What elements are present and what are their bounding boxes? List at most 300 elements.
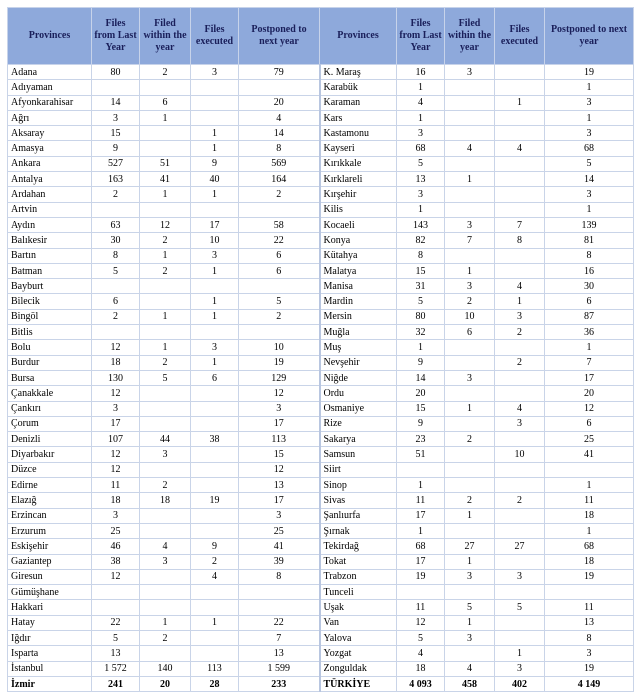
right-filed-within-cell: 5: [445, 600, 495, 615]
left-postponed-cell: [239, 600, 320, 615]
right-files-executed-cell: [495, 523, 545, 538]
right-province-cell: Sinop: [320, 478, 397, 493]
left-province-cell: Diyarbakır: [8, 447, 92, 462]
header-filed-within: Filed within the year: [140, 8, 191, 65]
header-files-last-year-2: Files from Last Year: [397, 8, 445, 65]
left-files-executed-cell: 9: [191, 539, 239, 554]
right-files-executed-cell: 3: [495, 569, 545, 584]
right-files-last-year-cell: 1: [397, 523, 445, 538]
right-province-cell: Şırnak: [320, 523, 397, 538]
table-row: [8, 187, 634, 202]
right-province-cell: Siirt: [320, 462, 397, 477]
left-filed-within-cell: 2: [140, 630, 191, 645]
right-filed-within-cell: 3: [445, 630, 495, 645]
right-province-cell: Kırklareli: [320, 172, 397, 187]
left-postponed-cell: 17: [239, 493, 320, 508]
right-files-last-year-cell: 9: [397, 416, 445, 431]
left-postponed-cell: 6: [239, 263, 320, 278]
table-row: [8, 493, 634, 508]
left-files-last-year-cell: [92, 202, 140, 217]
right-postponed-cell: 1: [545, 478, 634, 493]
left-postponed-cell: 14: [239, 126, 320, 141]
right-postponed-cell: 8: [545, 248, 634, 263]
right-province-cell: TÜRKİYE: [320, 676, 397, 691]
left-files-executed-cell: 1: [191, 141, 239, 156]
left-postponed-cell: 3: [239, 401, 320, 416]
left-province-cell: Artvin: [8, 202, 92, 217]
left-filed-within-cell: [140, 401, 191, 416]
right-files-executed-cell: 2: [495, 493, 545, 508]
left-postponed-cell: 25: [239, 523, 320, 538]
right-files-executed-cell: 8: [495, 233, 545, 248]
right-files-executed-cell: [495, 370, 545, 385]
left-filed-within-cell: 5: [140, 370, 191, 385]
left-files-last-year-cell: 12: [92, 340, 140, 355]
right-filed-within-cell: [445, 340, 495, 355]
right-files-executed-cell: [495, 630, 545, 645]
left-filed-within-cell: 2: [140, 355, 191, 370]
right-files-last-year-cell: 1: [397, 80, 445, 95]
left-postponed-cell: [239, 202, 320, 217]
right-files-executed-cell: 2: [495, 325, 545, 340]
left-postponed-cell: 129: [239, 370, 320, 385]
left-files-last-year-cell: 15: [92, 126, 140, 141]
left-province-cell: Edirne: [8, 478, 92, 493]
table-row: [8, 676, 634, 691]
left-province-cell: Erzincan: [8, 508, 92, 523]
left-postponed-cell: 58: [239, 217, 320, 232]
left-files-last-year-cell: 8: [92, 248, 140, 263]
left-province-cell: Eskişehir: [8, 539, 92, 554]
left-files-last-year-cell: 38: [92, 554, 140, 569]
left-province-cell: Gaziantep: [8, 554, 92, 569]
right-province-cell: Kütahya: [320, 248, 397, 263]
right-files-executed-cell: 3: [495, 416, 545, 431]
right-filed-within-cell: 1: [445, 615, 495, 630]
right-files-executed-cell: 4: [495, 279, 545, 294]
right-province-cell: Nevşehir: [320, 355, 397, 370]
right-files-last-year-cell: 8: [397, 248, 445, 263]
left-files-last-year-cell: 22: [92, 615, 140, 630]
right-filed-within-cell: 1: [445, 401, 495, 416]
left-files-executed-cell: 1: [191, 615, 239, 630]
right-filed-within-cell: [445, 248, 495, 263]
table-row: [8, 523, 634, 538]
header-filed-within-2: Filed within the year: [445, 8, 495, 65]
left-files-last-year-cell: [92, 600, 140, 615]
right-province-cell: Kars: [320, 110, 397, 125]
right-files-last-year-cell: 1: [397, 110, 445, 125]
right-province-cell: Karabük: [320, 80, 397, 95]
table-row: [8, 462, 634, 477]
right-postponed-cell: 139: [545, 217, 634, 232]
right-files-executed-cell: [495, 554, 545, 569]
right-filed-within-cell: 7: [445, 233, 495, 248]
left-files-executed-cell: [191, 386, 239, 401]
left-postponed-cell: 13: [239, 646, 320, 661]
left-postponed-cell: [239, 80, 320, 95]
left-filed-within-cell: 1: [140, 248, 191, 263]
left-province-cell: Ankara: [8, 156, 92, 171]
right-files-executed-cell: [495, 340, 545, 355]
right-files-last-year-cell: 32: [397, 325, 445, 340]
right-filed-within-cell: [445, 416, 495, 431]
table-row: [8, 615, 634, 630]
left-files-executed-cell: 38: [191, 432, 239, 447]
right-files-last-year-cell: 19: [397, 569, 445, 584]
right-filed-within-cell: [445, 585, 495, 600]
left-files-executed-cell: 1: [191, 294, 239, 309]
left-province-cell: Adana: [8, 65, 92, 80]
left-province-cell: Bingöl: [8, 309, 92, 324]
left-filed-within-cell: [140, 325, 191, 340]
left-files-executed-cell: 6: [191, 370, 239, 385]
left-files-last-year-cell: [92, 80, 140, 95]
right-files-executed-cell: 1: [495, 646, 545, 661]
right-files-executed-cell: 3: [495, 661, 545, 676]
left-files-executed-cell: 40: [191, 172, 239, 187]
right-filed-within-cell: 27: [445, 539, 495, 554]
left-files-last-year-cell: 6: [92, 294, 140, 309]
left-files-executed-cell: 2: [191, 554, 239, 569]
right-filed-within-cell: 4: [445, 141, 495, 156]
left-filed-within-cell: 2: [140, 233, 191, 248]
left-postponed-cell: [239, 585, 320, 600]
left-province-cell: Düzce: [8, 462, 92, 477]
table-row: [8, 233, 634, 248]
left-files-executed-cell: [191, 95, 239, 110]
left-files-last-year-cell: 163: [92, 172, 140, 187]
left-files-last-year-cell: 25: [92, 523, 140, 538]
table-row: [8, 478, 634, 493]
left-filed-within-cell: 1: [140, 187, 191, 202]
left-postponed-cell: 22: [239, 615, 320, 630]
right-filed-within-cell: 1: [445, 554, 495, 569]
right-files-last-year-cell: 9: [397, 355, 445, 370]
left-files-executed-cell: 1: [191, 187, 239, 202]
right-filed-within-cell: [445, 462, 495, 477]
right-postponed-cell: 11: [545, 600, 634, 615]
left-province-cell: Balıkesir: [8, 233, 92, 248]
right-postponed-cell: 1: [545, 523, 634, 538]
left-province-cell: Bilecik: [8, 294, 92, 309]
left-files-last-year-cell: 63: [92, 217, 140, 232]
left-postponed-cell: 13: [239, 478, 320, 493]
left-filed-within-cell: 44: [140, 432, 191, 447]
left-postponed-cell: 39: [239, 554, 320, 569]
left-postponed-cell: 2: [239, 309, 320, 324]
right-files-executed-cell: 1: [495, 95, 545, 110]
left-filed-within-cell: [140, 508, 191, 523]
right-postponed-cell: 18: [545, 554, 634, 569]
left-province-cell: Adıyaman: [8, 80, 92, 95]
left-province-cell: Çankırı: [8, 401, 92, 416]
left-province-cell: Hakkari: [8, 600, 92, 615]
right-filed-within-cell: 1: [445, 263, 495, 278]
table-row: [8, 309, 634, 324]
right-filed-within-cell: 6: [445, 325, 495, 340]
right-province-cell: Tekirdağ: [320, 539, 397, 554]
left-province-cell: Iğdır: [8, 630, 92, 645]
right-filed-within-cell: [445, 202, 495, 217]
right-filed-within-cell: [445, 646, 495, 661]
right-files-last-year-cell: 4: [397, 646, 445, 661]
right-postponed-cell: 25: [545, 432, 634, 447]
left-filed-within-cell: 1: [140, 309, 191, 324]
left-filed-within-cell: 6: [140, 95, 191, 110]
left-files-executed-cell: 3: [191, 248, 239, 263]
left-files-executed-cell: [191, 600, 239, 615]
table-row: [8, 141, 634, 156]
right-filed-within-cell: [445, 126, 495, 141]
right-postponed-cell: 87: [545, 309, 634, 324]
right-postponed-cell: 6: [545, 294, 634, 309]
right-filed-within-cell: 2: [445, 432, 495, 447]
right-province-cell: Uşak: [320, 600, 397, 615]
right-postponed-cell: 36: [545, 325, 634, 340]
right-postponed-cell: 19: [545, 569, 634, 584]
right-files-executed-cell: 7: [495, 217, 545, 232]
right-files-last-year-cell: 1: [397, 340, 445, 355]
left-filed-within-cell: [140, 386, 191, 401]
left-files-executed-cell: [191, 523, 239, 538]
left-files-last-year-cell: 46: [92, 539, 140, 554]
right-province-cell: Mardin: [320, 294, 397, 309]
right-files-executed-cell: [495, 65, 545, 80]
right-province-cell: K. Maraş: [320, 65, 397, 80]
right-postponed-cell: [545, 462, 634, 477]
right-province-cell: Mersin: [320, 309, 397, 324]
right-province-cell: Konya: [320, 233, 397, 248]
right-postponed-cell: 11: [545, 493, 634, 508]
right-province-cell: Kocaeli: [320, 217, 397, 232]
right-files-last-year-cell: 3: [397, 187, 445, 202]
left-files-executed-cell: [191, 401, 239, 416]
left-files-executed-cell: [191, 279, 239, 294]
right-filed-within-cell: [445, 355, 495, 370]
left-files-last-year-cell: 14: [92, 95, 140, 110]
left-filed-within-cell: [140, 646, 191, 661]
table-row: [8, 585, 634, 600]
right-province-cell: Samsun: [320, 447, 397, 462]
right-files-executed-cell: [495, 478, 545, 493]
right-files-executed-cell: [495, 80, 545, 95]
right-filed-within-cell: [445, 95, 495, 110]
right-province-cell: Zonguldak: [320, 661, 397, 676]
left-postponed-cell: 233: [239, 676, 320, 691]
table-row: [8, 630, 634, 645]
header-provinces: Provinces: [8, 8, 92, 65]
table-row: [8, 80, 634, 95]
left-postponed-cell: 8: [239, 141, 320, 156]
left-postponed-cell: 20: [239, 95, 320, 110]
provinces-files-table: [7, 7, 634, 692]
left-province-cell: Burdur: [8, 355, 92, 370]
right-files-last-year-cell: 5: [397, 294, 445, 309]
table-row: [8, 416, 634, 431]
table-row: [8, 569, 634, 584]
left-postponed-cell: 19: [239, 355, 320, 370]
right-files-executed-cell: 2: [495, 355, 545, 370]
right-province-cell: Muş: [320, 340, 397, 355]
right-filed-within-cell: 3: [445, 370, 495, 385]
right-postponed-cell: 13: [545, 615, 634, 630]
table-row: [8, 172, 634, 187]
right-filed-within-cell: 1: [445, 172, 495, 187]
right-files-last-year-cell: 11: [397, 493, 445, 508]
table-row: [8, 401, 634, 416]
right-province-cell: Osmaniye: [320, 401, 397, 416]
left-filed-within-cell: 1: [140, 615, 191, 630]
left-province-cell: Denizli: [8, 432, 92, 447]
left-files-last-year-cell: 18: [92, 493, 140, 508]
left-province-cell: Hatay: [8, 615, 92, 630]
right-files-last-year-cell: 143: [397, 217, 445, 232]
right-files-last-year-cell: 51: [397, 447, 445, 462]
right-files-executed-cell: [495, 202, 545, 217]
right-postponed-cell: 19: [545, 65, 634, 80]
right-files-last-year-cell: 4 093: [397, 676, 445, 691]
table-row: [8, 202, 634, 217]
right-filed-within-cell: [445, 187, 495, 202]
right-province-cell: Kırıkkale: [320, 156, 397, 171]
table-row: [8, 554, 634, 569]
left-files-last-year-cell: 527: [92, 156, 140, 171]
right-filed-within-cell: [445, 447, 495, 462]
right-postponed-cell: 3: [545, 126, 634, 141]
table-row: [8, 110, 634, 125]
right-filed-within-cell: 10: [445, 309, 495, 324]
right-postponed-cell: 81: [545, 233, 634, 248]
right-filed-within-cell: [445, 110, 495, 125]
right-postponed-cell: 1: [545, 80, 634, 95]
table-body: [8, 65, 634, 692]
left-province-cell: İstanbul: [8, 661, 92, 676]
left-province-cell: Antalya: [8, 172, 92, 187]
left-files-executed-cell: 3: [191, 340, 239, 355]
left-files-executed-cell: [191, 80, 239, 95]
right-files-executed-cell: [495, 110, 545, 125]
right-filed-within-cell: 3: [445, 569, 495, 584]
right-postponed-cell: 3: [545, 187, 634, 202]
provinces-files-table-container: [7, 7, 633, 692]
right-postponed-cell: [545, 585, 634, 600]
left-province-cell: Ağrı: [8, 110, 92, 125]
left-filed-within-cell: [140, 569, 191, 584]
table-row: [8, 325, 634, 340]
left-files-last-year-cell: 12: [92, 569, 140, 584]
left-files-executed-cell: [191, 110, 239, 125]
right-files-executed-cell: 4: [495, 141, 545, 156]
right-province-cell: Tokat: [320, 554, 397, 569]
left-postponed-cell: 2: [239, 187, 320, 202]
right-province-cell: Karaman: [320, 95, 397, 110]
right-files-last-year-cell: 15: [397, 401, 445, 416]
left-files-last-year-cell: 5: [92, 630, 140, 645]
left-files-executed-cell: 10: [191, 233, 239, 248]
left-files-last-year-cell: 130: [92, 370, 140, 385]
left-files-executed-cell: 4: [191, 569, 239, 584]
left-postponed-cell: 6: [239, 248, 320, 263]
right-postponed-cell: 1: [545, 110, 634, 125]
left-postponed-cell: 4: [239, 110, 320, 125]
right-filed-within-cell: 3: [445, 65, 495, 80]
table-row: [8, 600, 634, 615]
left-postponed-cell: 22: [239, 233, 320, 248]
right-postponed-cell: 18: [545, 508, 634, 523]
table-row: [8, 508, 634, 523]
right-province-cell: Şanlıurfa: [320, 508, 397, 523]
right-postponed-cell: 41: [545, 447, 634, 462]
left-files-executed-cell: [191, 202, 239, 217]
right-postponed-cell: 20: [545, 386, 634, 401]
left-filed-within-cell: 41: [140, 172, 191, 187]
right-filed-within-cell: [445, 386, 495, 401]
right-files-last-year-cell: 20: [397, 386, 445, 401]
right-files-executed-cell: 10: [495, 447, 545, 462]
right-postponed-cell: 16: [545, 263, 634, 278]
left-province-cell: Batman: [8, 263, 92, 278]
left-province-cell: Giresun: [8, 569, 92, 584]
left-files-last-year-cell: 18: [92, 355, 140, 370]
left-province-cell: Isparta: [8, 646, 92, 661]
left-postponed-cell: 8: [239, 569, 320, 584]
left-filed-within-cell: [140, 279, 191, 294]
left-files-last-year-cell: [92, 279, 140, 294]
right-files-last-year-cell: 1: [397, 478, 445, 493]
right-province-cell: Sivas: [320, 493, 397, 508]
left-files-executed-cell: [191, 462, 239, 477]
header-files-last-year: Files from Last Year: [92, 8, 140, 65]
left-postponed-cell: 113: [239, 432, 320, 447]
right-files-last-year-cell: 3: [397, 126, 445, 141]
left-province-cell: Bursa: [8, 370, 92, 385]
table-row: [8, 370, 634, 385]
left-files-last-year-cell: 3: [92, 110, 140, 125]
left-province-cell: Bitlis: [8, 325, 92, 340]
left-postponed-cell: 10: [239, 340, 320, 355]
left-files-executed-cell: 1: [191, 263, 239, 278]
right-files-executed-cell: 3: [495, 309, 545, 324]
left-files-last-year-cell: 30: [92, 233, 140, 248]
left-postponed-cell: [239, 279, 320, 294]
right-filed-within-cell: [445, 523, 495, 538]
right-files-last-year-cell: 68: [397, 141, 445, 156]
right-files-last-year-cell: [397, 585, 445, 600]
right-files-executed-cell: [495, 172, 545, 187]
left-files-executed-cell: [191, 447, 239, 462]
left-province-cell: Bartın: [8, 248, 92, 263]
left-files-executed-cell: 17: [191, 217, 239, 232]
left-files-executed-cell: [191, 585, 239, 600]
right-files-last-year-cell: 1: [397, 202, 445, 217]
right-postponed-cell: 1: [545, 340, 634, 355]
right-province-cell: Muğla: [320, 325, 397, 340]
left-filed-within-cell: 4: [140, 539, 191, 554]
table-row: [8, 294, 634, 309]
left-province-cell: İzmir: [8, 676, 92, 691]
table-row: [8, 95, 634, 110]
left-files-last-year-cell: 2: [92, 309, 140, 324]
table-row: [8, 539, 634, 554]
left-files-executed-cell: 3: [191, 65, 239, 80]
right-province-cell: Tunceli: [320, 585, 397, 600]
left-postponed-cell: 569: [239, 156, 320, 171]
header-provinces-2: Provinces: [320, 8, 397, 65]
table-row: [8, 355, 634, 370]
header-postponed: Postponed to next year: [239, 8, 320, 65]
right-files-last-year-cell: 16: [397, 65, 445, 80]
